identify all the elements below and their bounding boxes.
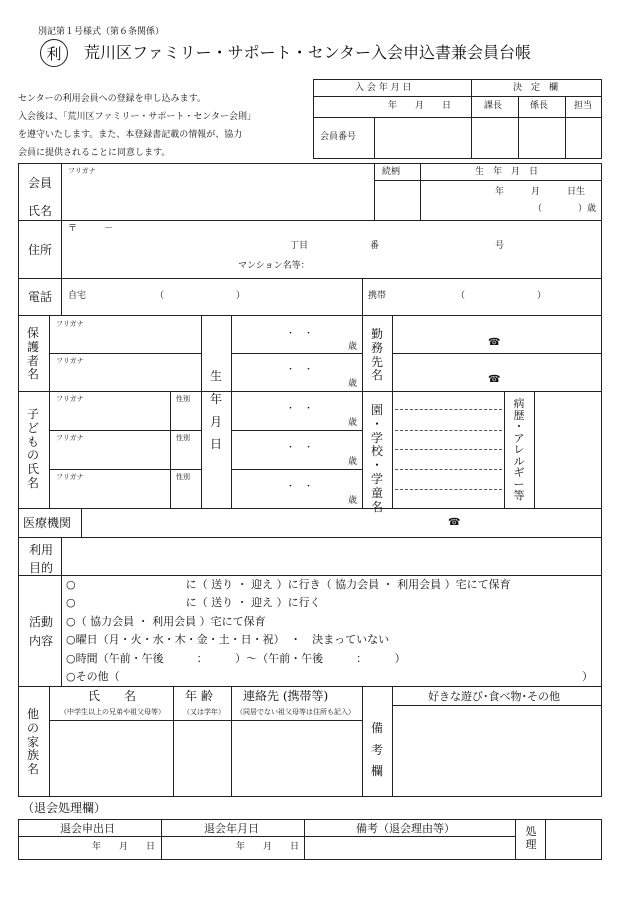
- member-name-label: 会員 氏名: [27, 176, 52, 218]
- child3-age-unit: 歳: [348, 496, 358, 506]
- address-label: 住所: [28, 243, 53, 257]
- purpose-label: 利用 目的: [28, 543, 53, 575]
- activity-option-3[interactable]: ○（ 協力会員 ・ 利用会員 ）宅にて保育: [66, 615, 266, 628]
- chome-label: 丁目: [290, 241, 309, 251]
- go-label: 号: [495, 241, 505, 251]
- family-label: 他 の 家 族 名: [26, 707, 39, 777]
- activity-other-close: ）: [582, 670, 593, 683]
- mobile-phone-field[interactable]: （ ）: [456, 291, 547, 301]
- member-birth-label: 生 年 月 日: [475, 167, 539, 177]
- intro-line-3: を遵守いたします。また、本登録書記載の情報が、協力: [18, 130, 243, 140]
- form-number: 別記第１号様式（第６条関係）: [38, 27, 165, 37]
- guardian1-name-field[interactable]: [50, 330, 200, 352]
- withdraw-date-label: 退会年月日: [204, 822, 259, 835]
- withdraw-process-field[interactable]: [546, 820, 601, 859]
- guardian2-name-field[interactable]: [50, 368, 200, 390]
- guardian2-furigana-label: フリガナ: [56, 357, 84, 365]
- member-birth-field[interactable]: 年 月 日生: [495, 187, 586, 197]
- guardian1-birth-field[interactable]: ・ ・: [286, 329, 314, 339]
- withdraw-date-field[interactable]: 年 月 日: [236, 842, 300, 852]
- withdraw-remarks-field[interactable]: [305, 837, 514, 859]
- family-contact-note: （同居でない祖父母等は住所も記入）: [236, 708, 355, 716]
- phone-icon: ☎: [448, 517, 461, 528]
- child3-gender-label: 性別: [176, 473, 190, 481]
- member-number-label: 会員番号: [320, 132, 357, 142]
- likes-field[interactable]: [393, 706, 601, 796]
- postal-code-field[interactable]: 〒 －: [68, 224, 114, 234]
- phone-label: 電話: [28, 290, 53, 304]
- activity-label: 活動 内容: [28, 615, 53, 649]
- allergy-label: 病 歴 ・ ア レ ル ギ ー 等: [513, 397, 525, 503]
- relation-label: 続柄: [382, 167, 401, 177]
- activity-option-other[interactable]: ○その他（: [66, 670, 120, 683]
- join-date-label: 入 会 年 月 日: [355, 83, 412, 93]
- intro-line-2: 入会後は、「荒川区ファミリー・サポート・センター会則」: [18, 112, 256, 122]
- child1-birth-field[interactable]: ・ ・: [286, 404, 314, 414]
- activity-option-time[interactable]: ○時間（午前・午後 ： ）～（午前・午後 ： ）: [66, 652, 406, 665]
- guardian1-furigana-label: フリガナ: [56, 320, 84, 328]
- child2-furigana-label: フリガナ: [56, 434, 84, 442]
- likes-header: 好きな遊び･食べ物･その他: [428, 690, 560, 703]
- guardian1-age-unit: 歳: [348, 342, 358, 352]
- child2-birth-field[interactable]: ・ ・: [286, 443, 314, 453]
- mobile-phone-label: 携帯: [368, 291, 387, 301]
- medical-label: 医療機関: [23, 516, 72, 530]
- workplace-label: 勤 務 先 名: [370, 327, 383, 383]
- activity-option-1[interactable]: ○ に（ 送り ・ 迎え ）に行き（ 協力会員 ・ 利用会員 ）宅にて保育: [66, 578, 511, 591]
- home-phone-field[interactable]: （ ）: [155, 291, 246, 301]
- purpose-field[interactable]: [62, 538, 601, 574]
- family-age-header: 年 齢: [185, 689, 213, 703]
- school-label: 園 ・ 学 校 ・ 学 童 名: [370, 403, 383, 514]
- member-name-field[interactable]: [62, 178, 373, 219]
- remarks-label: 備 考 欄: [370, 721, 383, 779]
- home-phone-label: 自宅: [68, 291, 87, 301]
- activity-option-days[interactable]: ○曜日（月・火・水・木・金・土・日・祝） ・ 決まっていない: [66, 633, 390, 646]
- withdraw-heading: （退会処理欄）: [22, 801, 107, 815]
- family-name-note: （中学生以上の兄弟や祖父母等）: [60, 708, 165, 716]
- intro-line-1: センターの利用会員への登録を申し込みます。: [18, 94, 206, 104]
- child1-gender-label: 性別: [176, 395, 190, 403]
- withdraw-apply-label: 退会申出日: [60, 822, 115, 835]
- intro-line-4: 会員に提供されることに同意します。: [18, 148, 171, 158]
- child2-gender-label: 性別: [176, 434, 190, 442]
- decision-label: 決 定 欄: [513, 83, 559, 93]
- child3-furigana-label: フリガナ: [56, 473, 84, 481]
- birth-date-label: 生 年 月 日: [209, 369, 222, 452]
- mansion-label: マンション名等：: [238, 261, 310, 271]
- medical-field[interactable]: [82, 509, 442, 536]
- family-age-note: （又は学年）: [183, 708, 225, 716]
- withdraw-apply-field[interactable]: 年 月 日: [92, 842, 156, 852]
- ban-label: 番: [370, 241, 380, 251]
- phone-icon: ☎: [488, 337, 501, 348]
- join-date-field[interactable]: 年 月 日: [388, 101, 452, 111]
- family-contact-header: 連絡先 (携帯等): [243, 689, 329, 703]
- member-number-field[interactable]: [374, 117, 471, 159]
- withdraw-remarks-label: 備考（退会理由等）: [356, 822, 455, 835]
- guardian2-age-unit: 歳: [348, 379, 358, 389]
- child2-age-unit: 歳: [348, 457, 358, 467]
- family-name-header: 氏 名: [88, 689, 137, 703]
- child3-birth-field[interactable]: ・ ・: [286, 482, 314, 492]
- circle-stamp-icon: 利: [40, 39, 68, 67]
- guardian-name-label: 保 護 者 名: [26, 326, 39, 382]
- child-name-label: 子 ど も の 氏 名: [26, 407, 39, 490]
- child1-age-unit: 歳: [348, 418, 358, 428]
- kakaricho-label: 係長: [530, 101, 549, 111]
- member-age-field[interactable]: （ ）歳: [533, 204, 597, 214]
- child1-furigana-label: フリガナ: [56, 395, 84, 403]
- guardian2-birth-field[interactable]: ・ ・: [286, 365, 314, 375]
- withdraw-process-label: 処 理: [525, 825, 537, 851]
- member-furigana-label: フリガナ: [68, 167, 96, 175]
- kacho-label: 課長: [484, 101, 503, 111]
- family-members-field[interactable]: [50, 721, 361, 796]
- activity-option-2[interactable]: ○ に（ 送り ・ 迎え ）に行く: [66, 596, 321, 609]
- tanto-label: 担当: [574, 101, 593, 111]
- page-title: 荒川区ファミリー・サポート・センター入会申込書兼会員台帳: [84, 43, 532, 62]
- allergy-field[interactable]: [535, 392, 601, 507]
- phone-icon: ☎: [488, 374, 501, 385]
